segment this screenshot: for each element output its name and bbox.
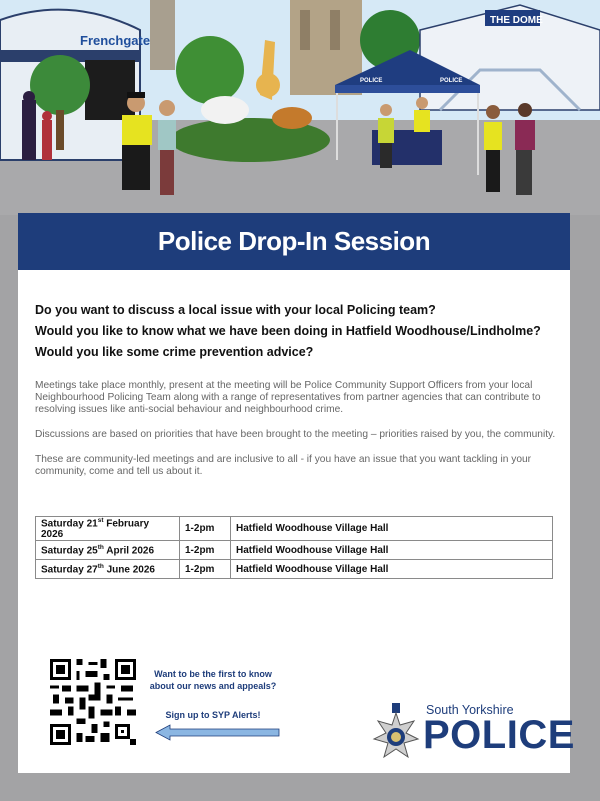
question-3: Would you like some crime prevention advice? [35,345,314,359]
date-day: Saturday 27 [41,564,98,576]
header-illustration [0,0,600,215]
frenchgate-sign: Frenchgate [80,33,151,48]
poster-sheet [18,213,575,773]
session-venue: Hatfield Woodhouse Village Hall [231,560,553,579]
date-suffix: th [97,544,104,552]
paragraph-inclusive: These are community-led meetings and are inclusive to all - if you have an issue that you want tackling in your community, come and tell us about it. [35,454,532,477]
description [35,380,560,491]
date-day: Saturday 25 [41,545,98,557]
question-1: Do you want to discuss a local issue with your local Policing team? [35,303,436,317]
session-time: 1-2pm [180,517,231,541]
paragraph-meetings: Meetings take place monthly, present at the meeting will be Police Community Support Officers from your local Neighbourhood Policing Team along with a range of representatives from partner agencies that can contribute to resolving issues like anti-social behaviour and neighbourhood crime. [35,380,541,415]
page-title: Police Drop-In Session [157,226,431,256]
arrow-left-icon [155,724,281,741]
session-date [36,517,180,541]
table-row [36,541,553,560]
date-day: Saturday 21 [41,518,98,530]
signup-link[interactable]: Sign up to SYP Alerts! [165,710,261,720]
session-date [36,560,180,579]
question-list [35,303,565,366]
table-row [36,560,553,579]
logo-police: POLICE [423,713,575,757]
session-venue: Hatfield Woodhouse Village Hall [231,541,553,560]
date-suffix: st [97,517,104,524]
logo-region: South Yorkshire [426,703,514,717]
dome-sign: THE DOME [490,15,543,26]
date-month: February 2026 [41,518,150,541]
alerts-promo [148,668,278,721]
promo-text: Want to be the first to know about our news and appeals? [149,669,277,691]
gazebo-label-right: POLICE [440,78,463,84]
session-time: 1-2pm [180,541,231,560]
question-2: Would you like to know what we have been doing in Hatfield Woodhouse/Lindholme? [35,324,541,338]
date-month: April 2026 [103,545,155,557]
paragraph-discussions: Discussions are based on priorities that have been brought to the meeting – priorities raised by you, the community. [35,429,556,440]
session-time: 1-2pm [180,560,231,579]
date-suffix: th [97,563,104,571]
session-date [36,541,180,560]
gazebo-label-left: POLICE [360,78,383,84]
qr-code[interactable] [50,659,136,745]
police-crest-icon [372,703,420,763]
session-venue: Hatfield Woodhouse Village Hall [231,517,553,541]
table-row [36,517,553,541]
title-bar [18,213,570,270]
date-month: June 2026 [103,564,155,576]
session-table [35,516,553,579]
